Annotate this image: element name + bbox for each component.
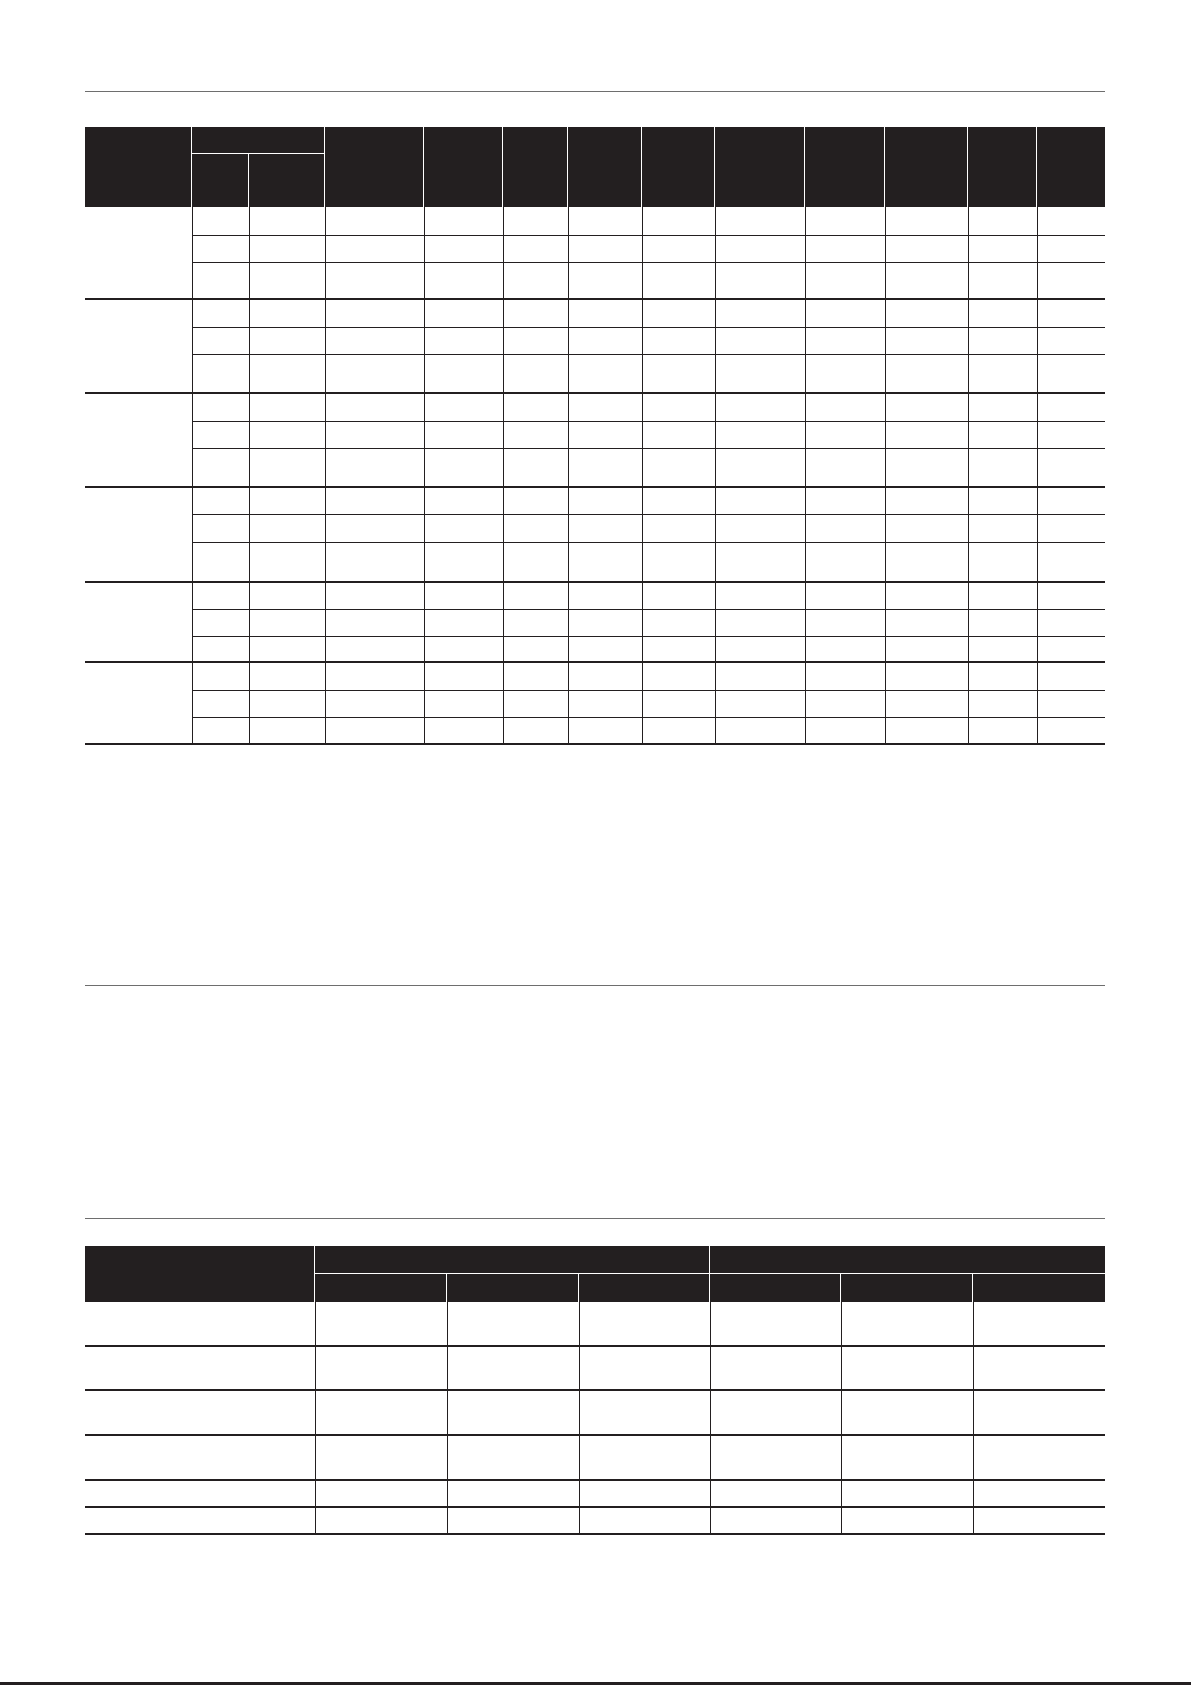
table-1-column-line (249, 207, 250, 744)
table-2-row-divider (85, 1479, 1105, 1481)
table-1-header-group (192, 127, 325, 154)
table-2-column-line (315, 1302, 316, 1534)
table-1-column-line (885, 207, 886, 744)
table-1-column-line (968, 207, 969, 744)
table-1-header-col-2 (424, 127, 503, 207)
table-2-header-group-1 (315, 1246, 710, 1274)
table-2-column-line (447, 1302, 448, 1534)
table-2-row-divider (85, 1389, 1105, 1391)
table-1-header-col-9 (968, 127, 1037, 207)
table-1-group-divider (85, 743, 1105, 745)
table-1-row-divider (192, 354, 1105, 355)
table-1-header-sub-1 (192, 154, 249, 207)
table-2-header-stub (85, 1246, 315, 1302)
table-2-header-sub-6 (973, 1274, 1105, 1302)
table-1-column-line (568, 207, 569, 744)
table-1-header-col-7 (805, 127, 885, 207)
table-1-column-line (325, 207, 326, 744)
table-1-group-6 (85, 662, 192, 744)
table-1-header-col-4 (568, 127, 642, 207)
top-horizontal-rule (85, 91, 1105, 92)
table-1-group-divider (85, 581, 1105, 583)
table-1-column-line (192, 207, 193, 744)
table-1-group-divider (85, 298, 1105, 300)
table-1-row-divider (192, 514, 1105, 515)
table-2-row-divider (85, 1434, 1105, 1436)
table-1-header-col-8 (885, 127, 968, 207)
table-1-group-1 (85, 207, 192, 299)
table-2-row-divider (85, 1533, 1105, 1535)
table-2-column-line (579, 1302, 580, 1534)
table-1-row-divider (192, 421, 1105, 422)
table-1-row-divider (192, 542, 1105, 543)
table-2-header-sub-4 (710, 1274, 841, 1302)
table-1-header-col-1 (325, 127, 424, 207)
table-1-column-line (805, 207, 806, 744)
table-1-group-4 (85, 487, 192, 582)
table-1-header-sub-2 (249, 154, 325, 207)
table-1-row-divider (192, 690, 1105, 691)
table-1-group-2 (85, 299, 192, 393)
data-table-2 (85, 1246, 1105, 1535)
table-1-column-line (642, 207, 643, 744)
table-1-group-3 (85, 393, 192, 487)
table-1-header-col-10 (1037, 127, 1105, 207)
table-1-group-divider (85, 392, 1105, 394)
section-rule-2 (85, 1218, 1105, 1219)
table-1-row-divider (192, 235, 1105, 236)
table-1-row-divider (192, 636, 1105, 637)
table-1-header-col-5 (642, 127, 715, 207)
table-1-column-line (503, 207, 504, 744)
table-1-row-divider (192, 609, 1105, 610)
table-2-column-line (841, 1302, 842, 1534)
table-2-header-sub-1 (315, 1274, 447, 1302)
table-1-column-line (1037, 207, 1038, 744)
table-1-row-divider (192, 717, 1105, 718)
table-2-row-divider (85, 1345, 1105, 1347)
table-2-column-line (973, 1302, 974, 1534)
data-table-1 (85, 127, 1105, 744)
table-1-header-col-3 (503, 127, 568, 207)
table-1-group-5 (85, 582, 192, 662)
section-rule-1 (85, 985, 1105, 986)
table-2-header-group-2 (710, 1246, 1105, 1274)
table-2-header-sub-3 (579, 1274, 710, 1302)
table-1-column-line (715, 207, 716, 744)
table-2-column-line (710, 1302, 711, 1534)
table-1-row-divider (192, 262, 1105, 263)
table-2-header-sub-5 (841, 1274, 973, 1302)
table-1-header-stub (85, 127, 192, 207)
table-1-row-divider (192, 448, 1105, 449)
table-2-row-divider (85, 1506, 1105, 1508)
table-2-header-sub-2 (447, 1274, 579, 1302)
table-1-group-divider (85, 486, 1105, 488)
table-1-group-divider (85, 661, 1105, 663)
table-1-column-line (424, 207, 425, 744)
table-1-header-col-6 (715, 127, 805, 207)
table-1-row-divider (192, 327, 1105, 328)
